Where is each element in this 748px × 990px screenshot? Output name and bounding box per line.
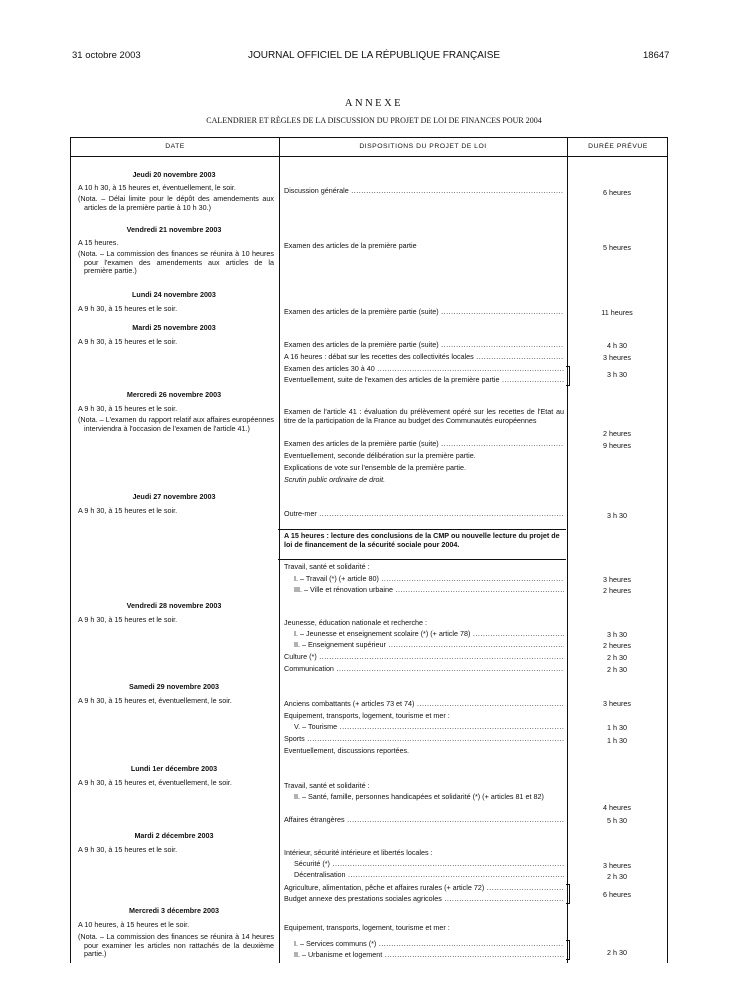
- column-divider: [567, 138, 568, 963]
- day-heading: Jeudi 20 novembre 2003: [132, 170, 216, 179]
- disposition: Examen des articles de la première partie (suite) .....: [284, 341, 564, 350]
- disposition: III. – Ville et rénovation urbaine .....: [284, 586, 564, 595]
- disposition: Examen des articles de la première partie: [284, 242, 417, 250]
- column-header-date: DATE: [165, 143, 185, 150]
- day-heading: Jeudi 27 novembre 2003: [132, 492, 216, 501]
- disposition: II. – Urbanisme et logement .....: [284, 951, 564, 960]
- nota: (Nota. – Délai limite pour le dépôt des amendements aux articles de la première partie à 10 h 30.): [78, 194, 274, 212]
- disposition: Intérieur, sécurité intérieure et libertés locales :: [284, 849, 433, 857]
- disposition: I. – Jeunesse et enseignement scolaire (*) (+ article 78) .....: [284, 630, 564, 639]
- disposition: Examen des articles de la première partie (suite) .....: [284, 308, 564, 317]
- time-slot: A 9 h 30, à 15 heures et le soir.: [78, 337, 178, 346]
- day-heading: Mardi 25 novembre 2003: [132, 323, 216, 332]
- disposition: Outre-mer .....: [284, 510, 564, 519]
- disposition: I. – Travail (*) (+ article 80) .....: [284, 575, 564, 584]
- disposition: Examen des articles de la première partie (suite) .....: [284, 440, 564, 449]
- day-heading: Samedi 29 novembre 2003: [129, 682, 219, 691]
- duration: 3 heures: [603, 699, 631, 708]
- time-slot: A 15 heures.: [78, 238, 119, 247]
- column-header-duree: DURÉE PRÉVUE: [588, 143, 648, 150]
- duration: 3 heures: [603, 861, 631, 870]
- duration: 2 h 30: [607, 948, 627, 957]
- duration: 11 heures: [601, 308, 633, 317]
- time-slot: A 9 h 30, à 15 heures et le soir.: [78, 845, 178, 854]
- duration: 2 h 30: [607, 665, 627, 674]
- duration: 3 h 30: [607, 370, 627, 379]
- disposition: Budget annexe des prestations sociales agricoles .....: [284, 895, 564, 904]
- annexe-heading: ANNEXE: [344, 98, 404, 109]
- disposition: Sports .....: [284, 735, 564, 744]
- time-slot: A 9 h 30, à 15 heures et, éventuellement, le soir.: [78, 778, 232, 787]
- duration: 4 heures: [603, 803, 631, 812]
- disposition: Explications de vote sur l'ensemble de la première partie.: [284, 464, 466, 472]
- disposition: II. – Santé, famille, personnes handicapées et solidarité (*) (+ articles 81 et 82): [294, 793, 544, 801]
- disposition: Equipement, transports, logement, tourisme et mer :: [284, 712, 450, 720]
- time-slot: A 10 h 30, à 15 heures et, éventuellement, le soir.: [78, 183, 236, 192]
- time-slot: A 9 h 30, à 15 heures et le soir.: [78, 506, 178, 515]
- time-slot: A 9 h 30, à 15 heures et le soir.: [78, 615, 178, 624]
- disposition: Travail, santé et solidarité :: [284, 782, 370, 790]
- disposition: Discussion générale .....: [284, 187, 564, 196]
- journal-title: JOURNAL OFFICIEL DE LA RÉPUBLIQUE FRANÇAISE: [247, 50, 501, 61]
- nota: (Nota. – La commission des finances se réunira à 14 heures pour examiner les articles non rattachés de la deuxième partie.): [78, 932, 274, 959]
- duration: 4 h 30: [607, 341, 627, 350]
- time-slot: A 9 h 30, à 15 heures et, éventuellement, le soir.: [78, 696, 232, 705]
- disposition: Anciens combattants (+ articles 73 et 74) .....: [284, 700, 564, 709]
- duration: 5 heures: [603, 243, 631, 252]
- day-heading: Lundi 1er décembre 2003: [130, 764, 218, 773]
- header-date: 31 octobre 2003: [72, 50, 141, 61]
- disposition: II. – Enseignement supérieur .....: [284, 641, 564, 650]
- duration: 3 heures: [603, 353, 631, 362]
- disposition: Jeunesse, éducation nationale et recherche :: [284, 619, 428, 627]
- disposition: Equipement, transports, logement, tourisme et mer :: [284, 924, 450, 932]
- column-header-dispositions: DISPOSITIONS DU PROJET DE LOI: [359, 143, 487, 150]
- page-number: 18647: [643, 50, 670, 61]
- nota: (Nota. – L'examen du rapport relatif aux affaires européennes interviendra à l'occasion de l'examen de l'article 41.): [78, 415, 274, 433]
- disposition: Scrutin public ordinaire de droit.: [284, 476, 386, 484]
- disposition: Affaires étrangères .....: [284, 816, 564, 825]
- disposition: Sécurité (*) .....: [284, 860, 564, 869]
- disposition: I. – Services communs (*) .....: [284, 940, 564, 949]
- disposition: Eventuellement, discussions reportées.: [284, 747, 410, 755]
- day-heading: Mardi 2 décembre 2003: [134, 831, 214, 840]
- nota: (Nota. – La commission des finances se réunira à 10 heures pour l'examen des amendements aux articles de la première partie.): [78, 249, 274, 276]
- duration: 1 h 30: [607, 723, 627, 732]
- duration: 2 h 30: [607, 653, 627, 662]
- duration: 5 h 30: [607, 816, 627, 825]
- day-heading: Mercredi 26 novembre 2003: [126, 390, 222, 399]
- duration: 9 heures: [603, 441, 631, 450]
- day-heading: Lundi 24 novembre 2003: [132, 290, 216, 299]
- duration: 2 heures: [603, 586, 631, 595]
- duration: 2 h 30: [607, 872, 627, 881]
- disposition: Agriculture, alimentation, pêche et affaires rurales (+ article 72) .....: [284, 884, 564, 893]
- disposition: Examen de l'article 41 : évaluation du prélèvement opéré sur les recettes de l'Etat au titre de la participation de la France au budget des Communautés européennes: [284, 408, 564, 425]
- disposition: Travail, santé et solidarité :: [284, 563, 370, 571]
- duration: 6 heures: [603, 188, 631, 197]
- disposition: A 16 heures : débat sur les recettes des collectivités locales .....: [284, 353, 564, 362]
- disposition: Examen des articles 30 à 40 .....: [284, 365, 564, 374]
- time-slot: A 10 heures, à 15 heures et le soir.: [78, 920, 190, 929]
- duration: 3 h 30: [607, 630, 627, 639]
- day-heading: Mercredi 3 décembre 2003: [129, 906, 219, 915]
- duration: 1 h 30: [607, 736, 627, 745]
- disposition: V. – Tourisme .....: [284, 723, 564, 732]
- time-slot: A 9 h 30, à 15 heures et le soir.: [78, 404, 178, 413]
- duration: 2 heures: [603, 641, 631, 650]
- disposition: Eventuellement, suite de l'examen des articles de la première partie .....: [284, 376, 564, 385]
- duration: 3 h 30: [607, 511, 627, 520]
- annexe-subtitle: CALENDRIER ET RÈGLES DE LA DISCUSSION DU PROJET DE LOI DE FINANCES POUR 2004: [206, 116, 542, 125]
- duration: 3 heures: [603, 575, 631, 584]
- disposition: Eventuellement, seconde délibération sur la première partie.: [284, 452, 476, 460]
- day-heading: Vendredi 28 novembre 2003: [126, 601, 222, 610]
- cmp-reading: A 15 heures : lecture des conclusions de la CMP ou nouvelle lecture du projet de loi de financement de la sécurité sociale pour 2004.: [284, 531, 560, 549]
- time-slot: A 9 h 30, à 15 heures et le soir.: [78, 304, 178, 313]
- duration: 6 heures: [603, 890, 631, 899]
- disposition: Décentralisation .....: [284, 871, 564, 880]
- header-rule: [71, 156, 667, 157]
- disposition: Culture (*) .....: [284, 653, 564, 662]
- disposition: Communication .....: [284, 665, 564, 674]
- day-heading: Vendredi 21 novembre 2003: [126, 225, 222, 234]
- duration: 2 heures: [603, 429, 631, 438]
